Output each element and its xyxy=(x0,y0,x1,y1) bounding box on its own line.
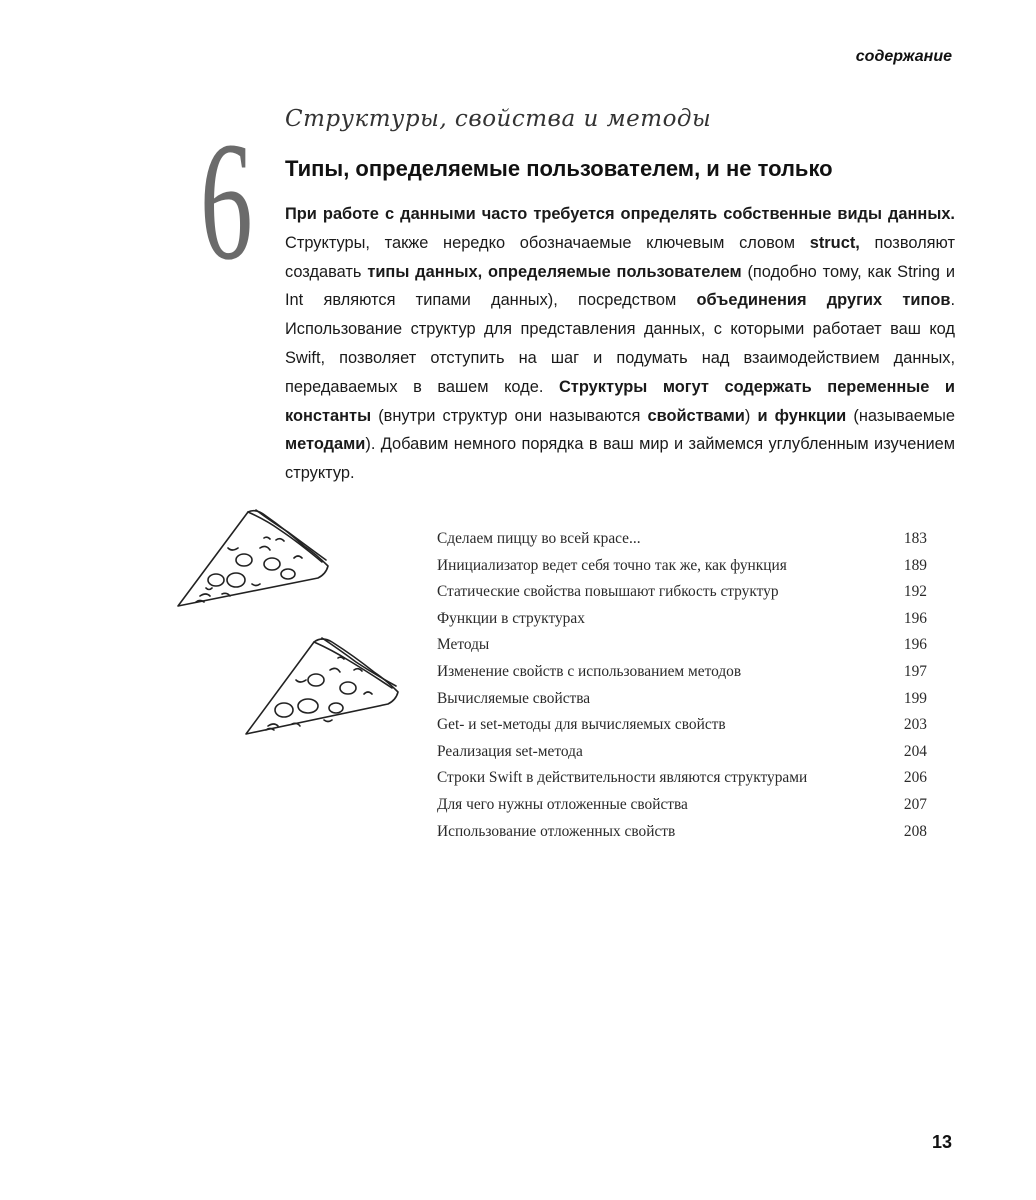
page-number: 13 xyxy=(931,1132,952,1152)
intro-bold-run: свойствами xyxy=(647,406,745,425)
toc-entry-page: 183 xyxy=(903,530,927,547)
toc-entry-title: Строки Swift в действительности являются структурами xyxy=(437,769,808,787)
pizza-slice-icon xyxy=(244,636,404,740)
intro-bold-run: объединения других типов xyxy=(696,291,951,310)
intro-text-run: позволяют создавать xyxy=(285,233,955,281)
intro-text-run: (внутри структур они называются xyxy=(371,406,648,425)
toc-entry-page: 208 xyxy=(903,822,927,840)
intro-bold-run: и функции xyxy=(757,406,847,425)
toc-entry[interactable] xyxy=(437,769,927,796)
toc-entry-page: 199 xyxy=(903,689,927,707)
intro-text-run: Структуры, также нередко обозначаемые ключевым словом xyxy=(285,233,810,252)
toc-entry[interactable] xyxy=(437,663,927,690)
toc-entry-title: Вычисляемые свойства xyxy=(437,689,591,707)
intro-bold-run: struct, xyxy=(809,233,860,252)
toc-entry-title: Инициализатор ведет себя точно так же, как функция xyxy=(437,556,787,574)
toc-entry[interactable] xyxy=(437,716,927,743)
toc-entry[interactable] xyxy=(437,823,927,850)
chapter-handwritten-title: Структуры, свойства и методы xyxy=(285,106,712,132)
intro-text-run: (подобно тому, как String и Int являются типами данных), посредством xyxy=(285,262,955,310)
toc-entry-title: Реализация set-метода xyxy=(437,742,583,760)
toc-entry[interactable] xyxy=(437,583,927,610)
toc-entry-page: 192 xyxy=(903,583,927,601)
toc-entry-title: Методы xyxy=(437,636,490,654)
toc-entry-page: 197 xyxy=(903,662,927,680)
toc-entry-title: Изменение свойств с использованием методов xyxy=(437,662,742,680)
toc-entry-page: 206 xyxy=(903,769,927,787)
toc-entry[interactable] xyxy=(437,636,927,663)
intro-bold-run: Структуры могут содержать переменные и константы xyxy=(285,377,955,425)
intro-bold-run: методами xyxy=(285,435,366,454)
toc-entry-title: Get- и set-методы для вычисляемых свойств xyxy=(437,716,726,734)
toc-entry[interactable] xyxy=(437,796,927,823)
toc-entry[interactable] xyxy=(437,557,927,584)
chapter-subtitle: Типы, определяемые пользователем, и не только xyxy=(285,156,833,181)
toc-list xyxy=(437,530,927,849)
toc-entry[interactable] xyxy=(437,530,927,557)
toc-entry-title: Статические свойства повышают гибкость структур xyxy=(437,583,779,601)
intro-text-run: ). Добавим немного порядка в ваш мир и займемся углубленным изучением структур. xyxy=(285,435,955,483)
toc-entry-title: Функции в структурах xyxy=(437,609,585,627)
intro-bold-run: При работе с данными часто требуется определять собственные виды данных. xyxy=(285,205,955,223)
chapter-number: 6 xyxy=(200,107,253,295)
toc-entry[interactable] xyxy=(437,690,927,717)
intro-text-run: ) xyxy=(744,406,758,425)
toc-entry[interactable] xyxy=(437,610,927,637)
toc-entry-title: Для чего нужны отложенные свойства xyxy=(437,795,688,813)
pizza-slice-icon xyxy=(176,508,334,612)
chapter-intro xyxy=(285,200,955,488)
toc-entry-page: 204 xyxy=(903,742,927,760)
toc-entry-title: Использование отложенных свойств xyxy=(437,822,676,840)
intro-bold-run: типы данных, определяемые пользователем xyxy=(367,262,742,281)
toc-entry-page: 189 xyxy=(903,556,927,574)
toc-entry-page: 196 xyxy=(903,636,927,654)
running-head: содержание xyxy=(855,48,952,65)
intro-text-run: (называемые xyxy=(846,406,956,425)
toc-entry-title: Сделаем пиццу во всей красе... xyxy=(437,530,641,547)
toc-entry-page: 196 xyxy=(903,609,927,627)
toc-entry-page: 203 xyxy=(903,716,927,734)
toc-entry[interactable] xyxy=(437,743,927,770)
toc-entry-page: 207 xyxy=(903,795,927,813)
intro-text-run: . Использование структур для представления данных, с которыми работает ваш код Swift, позволяет отступить на шаг и подумать над взаимодействием данных, передаваемых в вашем коде. xyxy=(285,291,955,396)
